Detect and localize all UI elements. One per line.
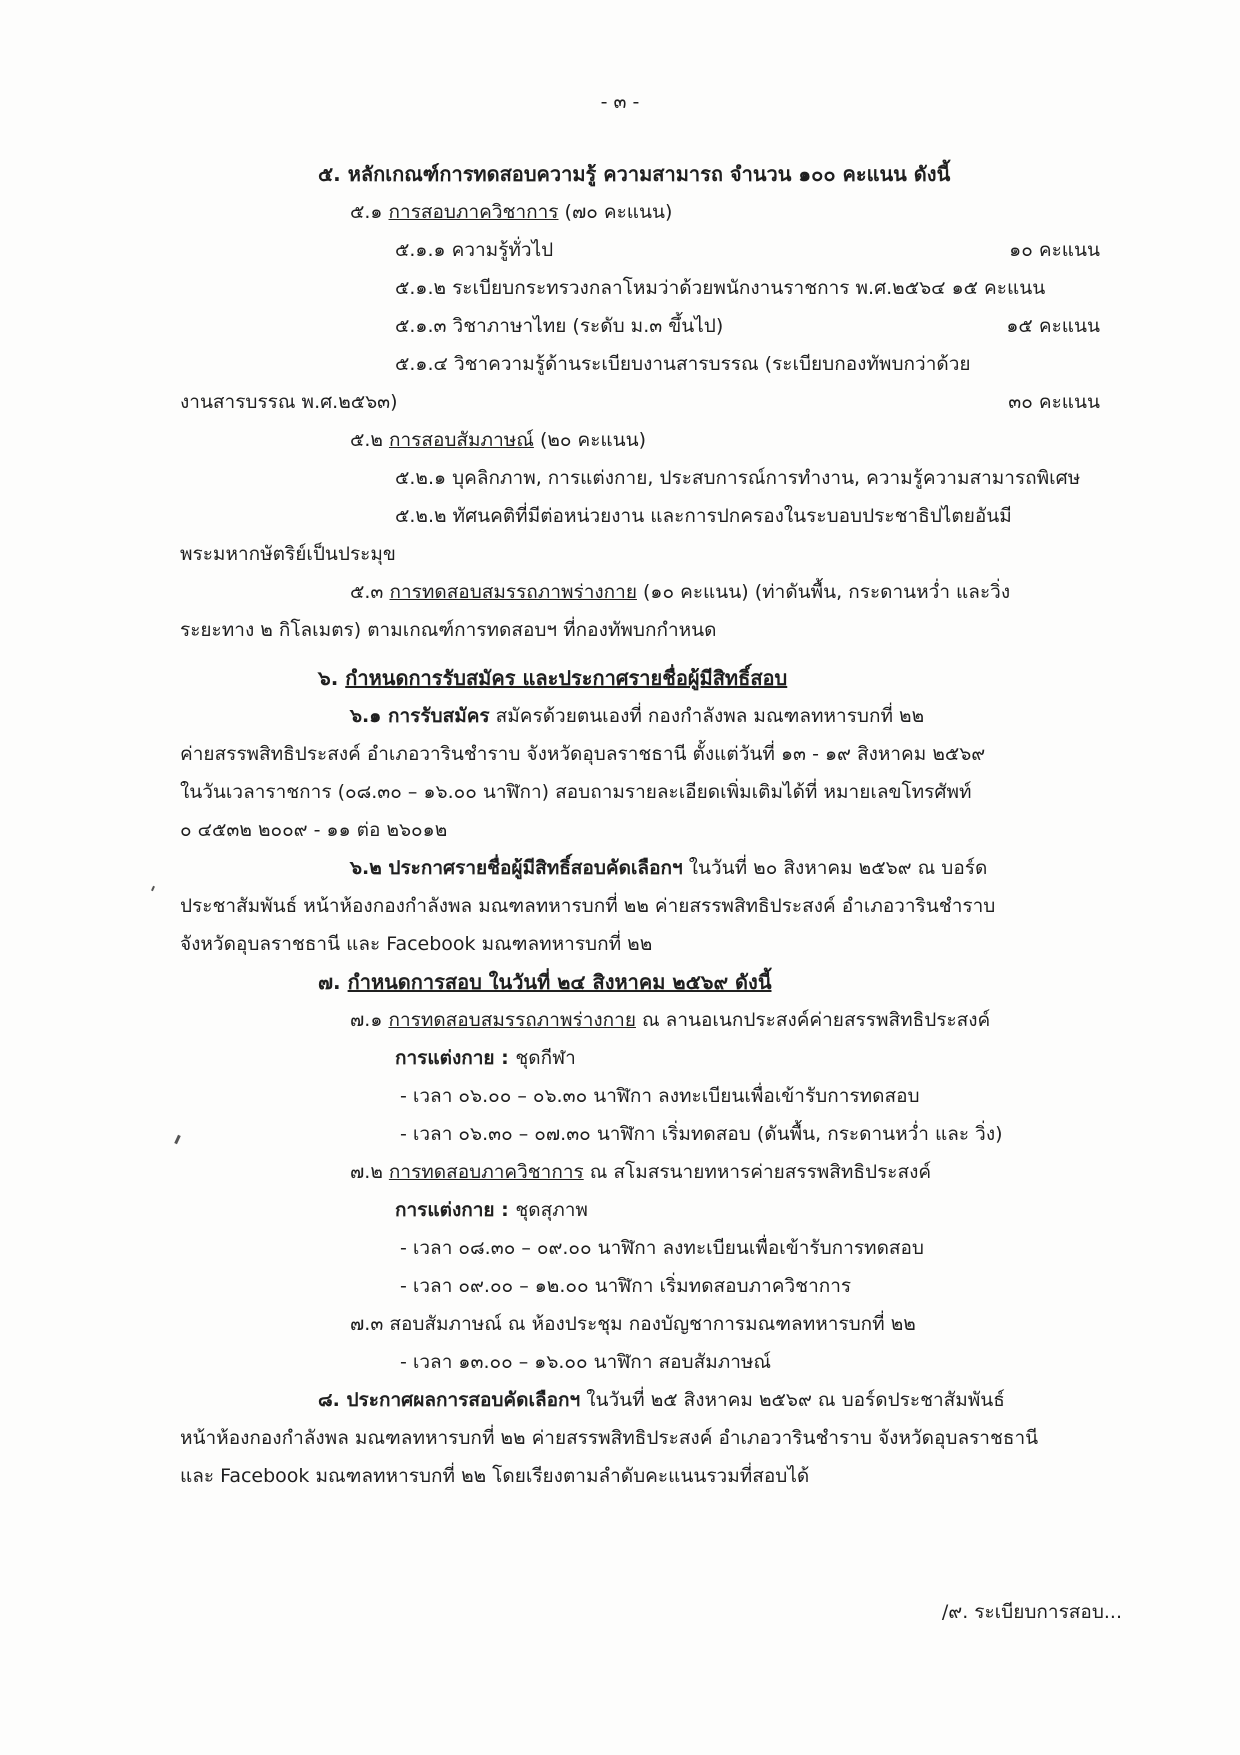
section-6-2-line1 xyxy=(350,854,987,882)
section-6-number: ๖. xyxy=(318,666,346,690)
section-7-1-time-1: - เวลา ๐๖.๐๐ – ๐๖.๓๐ นาฬิกา ลงทะเบียนเพื่อเข้ารับการทดสอบ xyxy=(400,1085,920,1107)
section-8-line3: และ Facebook มณฑลทหารบกที่ ๒๒ โดยเรียงตามลำดับคะแนนรวมที่สอบได้ xyxy=(180,1465,810,1487)
section-7-2-location: ณ สโมสรนายทหารค่ายสรรพสิทธิประสงค์ xyxy=(583,1161,932,1183)
section-6-1-phone: ๐ ๔๕๓๒ ๒๐๐๙ - ๑๑ ต่อ ๒๖๐๑๒ xyxy=(180,819,448,841)
section-6-2-line3: จังหวัดอุบลราชธานี และ Facebook มณฑลทหารบกที่ ๒๒ xyxy=(180,933,653,955)
section-6-1-line1 xyxy=(350,702,924,730)
section-7-heading xyxy=(318,968,772,996)
section-5-1-points: (๗๐ คะแนน) xyxy=(558,201,673,223)
item-5-1-4-line2: งานสารบรรณ พ.ศ.๒๕๖๓) xyxy=(180,391,398,413)
item-5-1-3-score: ๑๕ คะแนน xyxy=(1006,315,1100,337)
section-6-heading xyxy=(318,664,787,692)
section-7-1-dress-label: การแต่งกาย : xyxy=(395,1047,516,1069)
item-5-1-2: ๕.๑.๒ ระเบียบกระทรวงกลาโหมว่าด้วยพนักงานราชการ พ.ศ.๒๕๖๔ ๑๕ คะแนน xyxy=(395,277,1046,299)
item-5-2-2-line2: พระมหากษัตริย์เป็นประมุข xyxy=(180,543,396,565)
section-5-heading: ๕. หลักเกณฑ์การทดสอบความรู้ ความสามารถ จำนวน ๑๐๐ คะแนน ดังนี้ xyxy=(318,162,951,186)
section-6-1-label: ๖.๑ การรับสมัคร xyxy=(350,705,490,727)
item-5-1-1: ๕.๑.๑ ความรู้ทั่วไป xyxy=(395,239,554,261)
section-5-3-line2: ระยะทาง ๒ กิโลเมตร) ตามเกณฑ์การทดสอบฯ ที่กองทัพบกกำหนด xyxy=(180,619,717,641)
section-8-label: ๘. ประกาศผลการสอบคัดเลือกฯ xyxy=(318,1389,581,1411)
scan-mark xyxy=(151,886,155,891)
section-7-2-title: การทดสอบภาควิชาการ xyxy=(388,1161,584,1183)
section-5-1-title: การสอบภาควิชาการ xyxy=(388,201,559,223)
section-7-title: กำหนดการสอบ ในวันที่ ๒๔ สิงหาคม ๒๕๖๙ ดังนี้ xyxy=(347,970,772,994)
section-7-1-time-2: - เวลา ๐๖.๓๐ – ๐๗.๓๐ นาฬิกา เริ่มทดสอบ (ดันพื้น, กระดานหว่ำ และ วิ่ง) xyxy=(400,1123,1003,1145)
section-6-1-text: สมัครด้วยตนเองที่ กองกำลังพล มณฑลทหารบกที่ ๒๒ xyxy=(489,705,925,727)
section-6-2-label: ๖.๒ ประกาศรายชื่อผู้มีสิทธิ์สอบคัดเลือกฯ xyxy=(350,857,683,879)
section-7-number: ๗. xyxy=(318,970,348,994)
section-8-text: ในวันที่ ๒๕ สิงหาคม ๒๕๖๙ ณ บอร์ดประชาสัมพันธ์ xyxy=(580,1389,1005,1411)
section-6-1-line2: ค่ายสรรพสิทธิประสงค์ อำเภอวารินชำราบ จังหวัดอุบลราชธานี ตั้งแต่วันที่ ๑๓ - ๑๙ สิงหาคม ๒๕๖๙ xyxy=(180,743,986,765)
section-7-1-dress-value: ชุดกีฬา xyxy=(515,1047,576,1069)
section-7-2-number: ๗.๒ xyxy=(350,1161,389,1183)
section-7-1-location: ณ ลานอเนกประสงค์ค่ายสรรพสิทธิประสงค์ xyxy=(635,1009,991,1031)
section-7-2-dress-value: ชุดสุภาพ xyxy=(515,1199,588,1221)
section-5-3-line1 xyxy=(350,578,1010,606)
section-5-2-title: การสอบสัมภาษณ์ xyxy=(388,429,534,451)
section-6-2-line2: ประชาสัมพันธ์ หน้าห้องกองกำลังพล มณฑลทหารบกที่ ๒๒ ค่ายสรรพสิทธิประสงค์ อำเภอวารินชำราบ xyxy=(180,895,996,917)
section-6-2-text: ในวันที่ ๒๐ สิงหาคม ๒๕๖๙ ณ บอร์ด xyxy=(682,857,988,879)
section-7-2-dress-label: การแต่งกาย : xyxy=(395,1199,516,1221)
section-7-2-heading xyxy=(350,1158,931,1186)
section-5-2-heading xyxy=(350,426,646,454)
section-5-1-heading xyxy=(350,198,672,226)
section-7-3-time-1: - เวลา ๑๓.๐๐ – ๑๖.๐๐ นาฬิกา สอบสัมภาษณ์ xyxy=(400,1351,772,1373)
item-5-2-1: ๕.๒.๑ บุคลิกภาพ, การแต่งกาย, ประสบการณ์การทำงาน, ความรู้ความสามารถพิเศษ xyxy=(395,467,1081,489)
section-7-2-dress xyxy=(395,1196,588,1224)
section-5-3-number: ๕.๓ xyxy=(350,581,390,603)
section-8-line1 xyxy=(318,1386,1005,1414)
section-7-3-heading: ๗.๓ สอบสัมภาษณ์ ณ ห้องประชุม กองบัญชาการมณฑลทหารบกที่ ๒๒ xyxy=(350,1313,916,1335)
item-5-1-3: ๕.๑.๓ วิชาภาษาไทย (ระดับ ม.๓ ขึ้นไป) xyxy=(395,315,724,337)
section-7-1-number: ๗.๑ xyxy=(350,1009,389,1031)
section-6-title: กำหนดการรับสมัคร และประกาศรายชื่อผู้มีสิทธิ์สอบ xyxy=(345,666,788,690)
section-7-1-title: การทดสอบสมรรถภาพร่างกาย xyxy=(388,1009,636,1031)
section-7-2-time-2: - เวลา ๐๙.๐๐ – ๑๒.๐๐ นาฬิกา เริ่มทดสอบภาควิชาการ xyxy=(400,1275,852,1297)
item-5-1-4-score: ๓๐ คะแนน xyxy=(1008,391,1100,413)
section-5-3-title: การทดสอบสมรรถภาพร่างกาย xyxy=(389,581,637,603)
page-number: - ๓ - xyxy=(600,91,640,113)
item-5-1-4-line1: ๕.๑.๔ วิชาความรู้ด้านระเบียบงานสารบรรณ (ระเบียบกองทัพบกว่าด้วย xyxy=(395,353,971,375)
scan-mark xyxy=(174,1135,181,1144)
item-5-1-1-score: ๑๐ คะแนน xyxy=(1009,239,1100,261)
section-7-1-heading xyxy=(350,1006,990,1034)
item-5-2-2-line1: ๕.๒.๒ ทัศนคติที่มีต่อหน่วยงาน และการปกครองในระบอบประชาธิปไตยอันมี xyxy=(395,505,1012,527)
section-7-1-dress xyxy=(395,1044,576,1072)
section-5-1-number: ๕.๑ xyxy=(350,201,389,223)
continuation-note: /๙. ระเบียบการสอบ... xyxy=(941,1601,1122,1623)
section-5-2-points: (๒๐ คะแนน) xyxy=(533,429,647,451)
section-6-1-line3: ในวันเวลาราชการ (๐๘.๓๐ – ๑๖.๐๐ นาฬิกา) สอบถามรายละเอียดเพิ่มเติมได้ที่ หมายเลขโทรศัพท์ xyxy=(180,781,972,803)
section-5-3-rest: (๑๐ คะแนน) (ท่าดันพื้น, กระดานหว่ำ และวิ่ง xyxy=(636,581,1011,603)
section-5-2-number: ๕.๒ xyxy=(350,429,389,451)
section-7-2-time-1: - เวลา ๐๘.๓๐ – ๐๙.๐๐ นาฬิกา ลงทะเบียนเพื่อเข้ารับการทดสอบ xyxy=(400,1237,924,1259)
section-8-line2: หน้าห้องกองกำลังพล มณฑลทหารบกที่ ๒๒ ค่ายสรรพสิทธิประสงค์ อำเภอวารินชำราบ จังหวัดอุบลราชธานี xyxy=(180,1427,1039,1449)
